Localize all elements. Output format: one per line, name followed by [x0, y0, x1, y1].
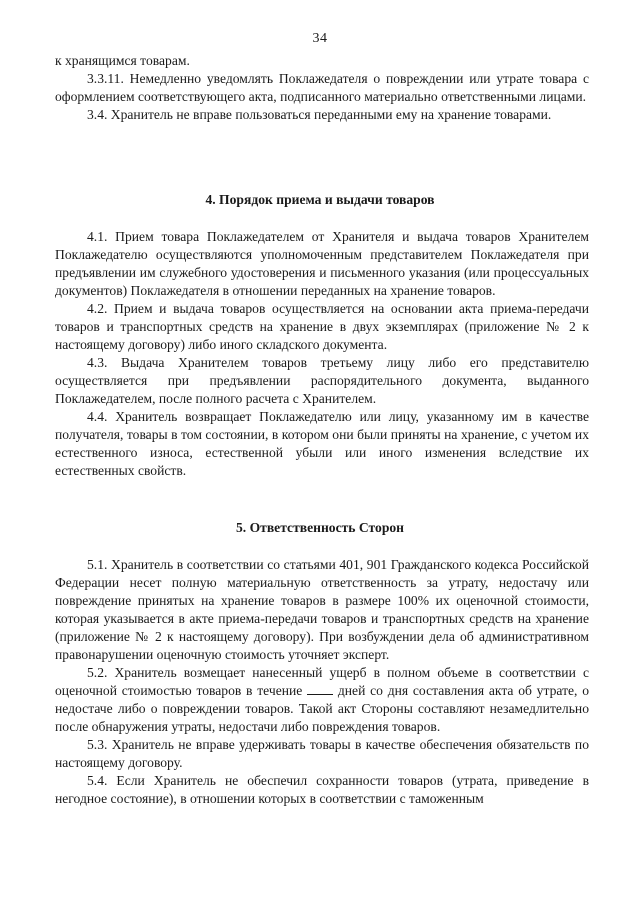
paragraph-5-1: 5.1. Хранитель в соответствии со статьями 401, 901 Гражданского кодекса Российской Федерации несет полную материальную ответственность за утрату, недостачу или повреждение принятых на хранение товаров в размере 100% их оценочной стоимости, которая указывается в акте приема-передачи товаров и транспортных средств на хранение (приложение № 2 к настоящему договору). При возбуждении дела об административном правонарушении оценочную стоимость уточняет эксперт. [55, 557, 589, 662]
section-4-title: 4. Порядок приема и выдачи товаров [205, 192, 435, 207]
paragraph-4-1: 4.1. Прием товара Поклажедателем от Хранителя и выдача товаров Хранителем Поклажедателю осуществляются уполномоченным представителем Поклажедателя при предъявлении им служебного удостоверения и письменного указания (или процессуальных документов) Поклажедателя в отношении переданных на хранение товаров. [55, 229, 589, 298]
paragraph-3-4: 3.4. Хранитель не вправе пользоваться переданными ему на хранение товарами. [87, 107, 552, 122]
days-blank-field [307, 682, 333, 695]
paragraph-5-3: 5.3. Хранитель не вправе удерживать товары в качестве обеспечения обязательств по настоящему договору. [55, 737, 589, 770]
paragraph-3-3-11: 3.3.11. Немедленно уведомлять Поклажедателя о повреждении или утрате товара с оформлением соответствующего акта, подписанного материально ответственными лицами. [55, 71, 589, 104]
section-4-body [55, 228, 589, 480]
page-number: 34 [312, 31, 328, 46]
section-5-body [55, 556, 589, 808]
paragraph-5-4: 5.4. Если Хранитель не обеспечил сохранности товаров (утрата, приведение в негодное состояние), в отношении которых в соответствии с таможенным [55, 773, 589, 806]
paragraph-5-2-end: дней со дня составления акта об утрате, о недостаче либо о повреждении товаров. Такой акт Стороны составляют незамедлительно после обнаружения утраты, недостачи либо повреждения товаров. [55, 683, 589, 734]
paragraph-continuation: к хранящимся товарам. [55, 53, 190, 68]
paragraph-4-4: 4.4. Хранитель возвращает Поклажедателю или лицу, указанному им в качестве получателя, товары в том состоянии, в котором они были приняты на хранение, с учетом их естественного износа, естественной убыли или иного изменения вследствие их естественных свойств. [55, 409, 589, 478]
paragraph-4-2: 4.2. Прием и выдача товаров осуществляется на основании акта приема-передачи товаров и транспортных средств на хранение в двух экземплярах (приложение № 2 к настоящему договору) либо иного складского документа. [55, 301, 589, 352]
paragraph-4-3: 4.3. Выдача Хранителем товаров третьему лицу либо его представителю осуществляется при предъявлении распорядительного документа, выданного Поклажедателем, после полного расчета с Хранителем. [55, 355, 589, 406]
paragraph-5-2 [55, 664, 589, 736]
section-5-title: 5. Ответственность Сторон [235, 520, 405, 535]
section-3-tail [55, 52, 589, 124]
paragraph-5-2-start: 5.2. Хранитель возмещает нанесенный ущерб в полном объеме в соответствии с оценочной стоимостью товаров в течение [55, 665, 589, 698]
